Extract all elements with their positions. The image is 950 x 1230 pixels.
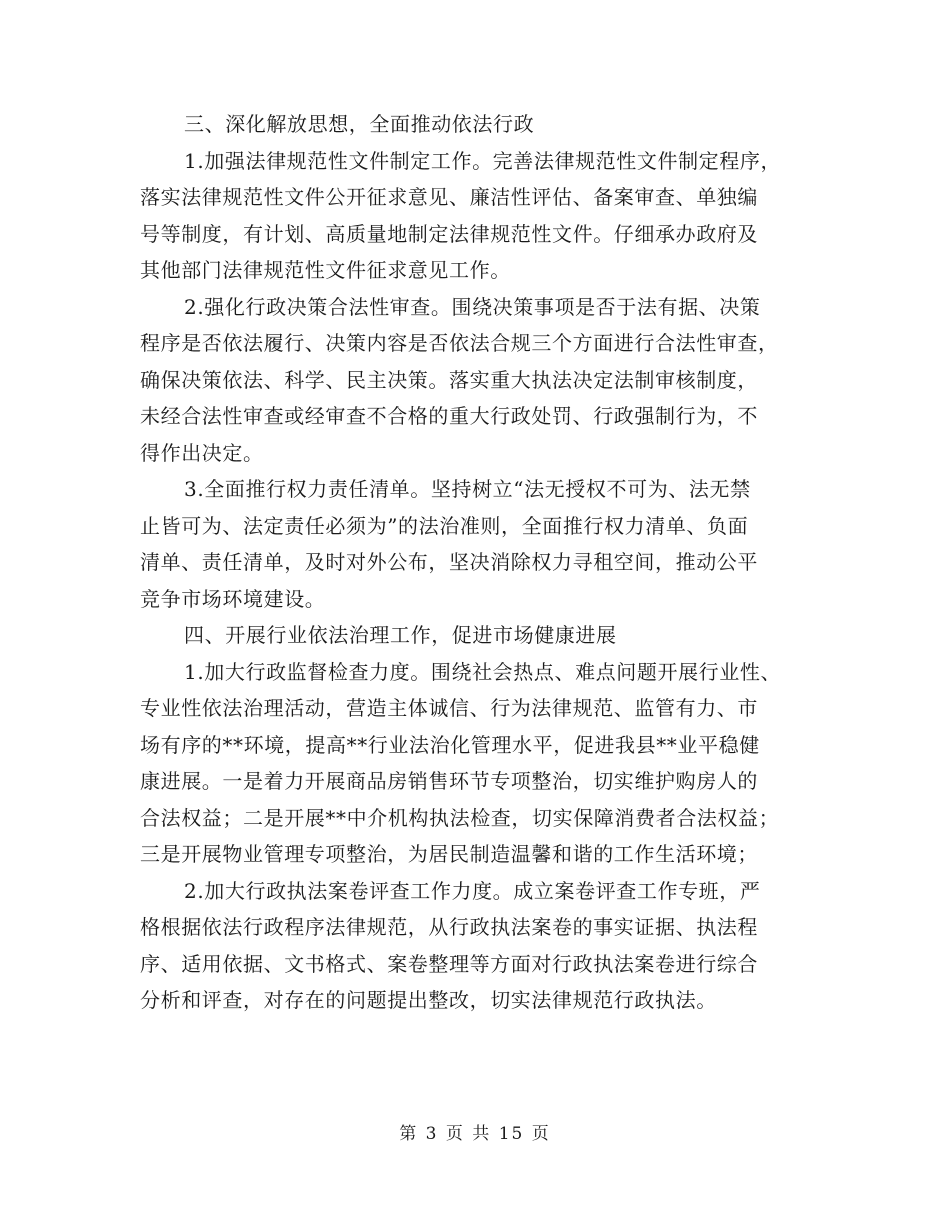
section-heading-3: 三、深化解放思想，全面推动依法行政 — [184, 112, 535, 136]
footer-middle: 页 共 — [445, 1124, 492, 1144]
paragraph-4-2-line: 分析和评查，对存在的问题提出整改，切实法律规范行政执法。 — [140, 988, 717, 1012]
paragraph-3-1-line: 落实法律规范性文件公开征求意见、廉洁性评估、备案审查、单独编 — [140, 185, 758, 209]
paragraph-4-2-line: 格根据依法行政程序法律规范，从行政执法案卷的事实证据、执法程 — [140, 915, 758, 939]
paragraph-4-2-line: 序、适用依据、文书格式、案卷整理等方面对行政执法案卷进行综合 — [140, 951, 758, 976]
page-footer — [0, 1119, 950, 1144]
footer-current-page: 3 — [425, 1124, 439, 1144]
paragraph-4-1-line: 康进展。一是着力开展商品房销售环节专项整治，切实维护购房人的 — [140, 769, 758, 793]
paragraph-3-1-line: 其他部门法律规范性文件征求意见工作。 — [140, 258, 511, 282]
paragraph-4-1-line: 合法权益；二是开展**中介机构执法检查，切实保障消费者合法权益； — [140, 805, 780, 830]
paragraph-3-3-line: 清单、责任清单，及时对外公布，坚决消除权力寻租空间，推动公平 — [140, 550, 758, 574]
paragraph-3-1-line: 号等制度，有计划、高质量地制定法律规范性文件。仔细承办政府及 — [140, 221, 758, 246]
paragraph-4-1-line: 专业性依法治理活动，营造主体诚信、行为法律规范、监管有力、市 — [140, 696, 758, 720]
paragraph-4-1-line: 场有序的**环境，提高**行业法治化管理水平，促进我县**业平稳健 — [140, 732, 760, 757]
footer-prefix: 第 — [399, 1124, 419, 1144]
paragraph-3-3-line: 3.全面推行权力责任清单。坚持树立“法无授权不可为、法无禁 — [184, 477, 751, 501]
paragraph-4-1-line: 1.加大行政监督检查力度。围绕社会热点、难点问题开展行业性、 — [184, 659, 782, 684]
paragraph-3-2-line: 确保决策依法、科学、民主决策。落实重大执法决定法制审核制度， — [140, 367, 758, 392]
section-heading-4: 四、开展行业依法治理工作，促进市场健康进展 — [184, 623, 617, 647]
paragraph-3-3-line: 止皆可为、法定责任必须为”的法治准则，全面推行权力清单、负面 — [140, 513, 749, 538]
paragraph-3-2-line: 程序是否依法履行、决策内容是否依法合规三个方面进行合法性审查， — [140, 331, 779, 355]
paragraph-3-1-line: 1.加强法律规范性文件制定工作。完善法律规范性文件制定程序， — [184, 148, 782, 173]
paragraph-4-1-line: 三是开展物业管理专项整治，为居民制造温馨和谐的工作生活环境； — [140, 842, 758, 866]
footer-total-pages: 15 — [498, 1124, 525, 1144]
paragraph-3-2-line: 未经合法性审查或经审查不合格的重大行政处罚、行政强制行为，不 — [140, 404, 758, 428]
footer-suffix: 页 — [531, 1124, 551, 1144]
document-body — [140, 106, 812, 1019]
paragraph-3-3-line: 竞争市场环境建设。 — [140, 586, 326, 611]
paragraph-3-2-line: 2.强化行政决策合法性审查。围绕决策事项是否于法有据、决策 — [184, 294, 761, 319]
paragraph-4-2-line: 2.加大行政执法案卷评查工作力度。成立案卷评查工作专班，严 — [184, 878, 761, 903]
paragraph-3-2-line: 得作出决定。 — [140, 440, 264, 465]
